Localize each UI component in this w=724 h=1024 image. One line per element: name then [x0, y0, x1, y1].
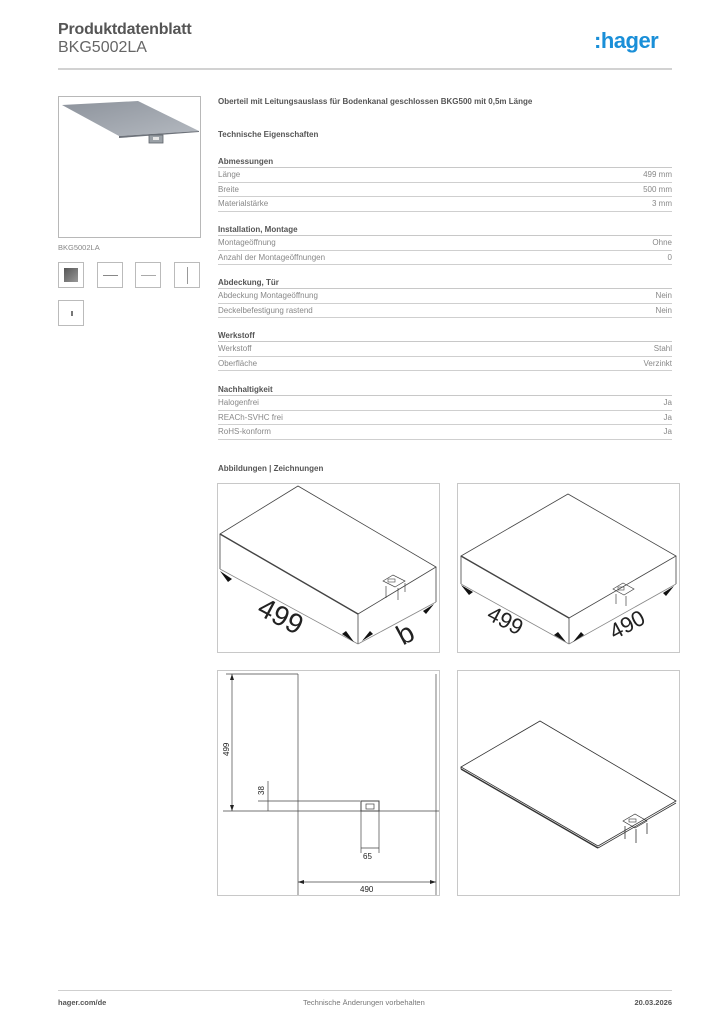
footer-notice: Technische Änderungen vorbehalten [303, 998, 425, 1007]
section-title: Abdeckung, Tür [218, 276, 672, 289]
table-row [218, 357, 672, 372]
table-row [218, 168, 672, 183]
product-image [58, 96, 201, 238]
row-value: Nein [655, 305, 672, 315]
row-label: REACh-SVHC frei [218, 412, 283, 422]
table-row [218, 396, 672, 411]
row-label: RoHS-konform [218, 427, 271, 436]
row-value: Ja [663, 398, 672, 407]
row-value: 500 mm [643, 184, 672, 194]
thumbnail-photo[interactable] [58, 262, 84, 288]
table-row [218, 197, 672, 212]
svg-text:499: 499 [252, 591, 309, 641]
row-value: 3 mm [652, 199, 672, 208]
isometric-box-drawing-icon [458, 484, 679, 652]
plan-dimension-drawing-icon [218, 671, 439, 895]
hager-logo: :hager [594, 28, 659, 53]
row-value: Verzinkt [643, 358, 672, 368]
header-divider [58, 68, 672, 70]
section-title: Nachhaltigkeit [218, 383, 672, 396]
row-label: Breite [218, 184, 239, 194]
row-label: Länge [218, 170, 241, 179]
drawing-isometric-2 [457, 483, 680, 653]
drawings-heading: Abbildungen | Zeichnungen [218, 464, 324, 473]
drawing-plan-view [217, 670, 440, 896]
isometric-box-drawing-icon [218, 484, 439, 652]
footer-date: 20.03.2026 [634, 998, 672, 1007]
svg-text:499: 499 [483, 600, 528, 641]
table-row [218, 183, 672, 198]
table-row [218, 304, 672, 319]
table-row [218, 342, 672, 357]
section-dimensions [218, 155, 672, 212]
thumbnail-drawing-3[interactable] [174, 262, 200, 288]
table-row [218, 425, 672, 440]
row-label: Deckelbefestigung rastend [218, 305, 313, 315]
product-image-caption: BKG5002LA [58, 243, 100, 252]
website-link[interactable]: hager.com/de [58, 998, 107, 1007]
row-label: Werkstoff [218, 344, 252, 353]
drawing-isometric-1 [217, 483, 440, 653]
row-value: Nein [655, 291, 672, 300]
svg-text:38: 38 [257, 786, 266, 795]
plate-isometric-drawing-icon [458, 671, 679, 895]
thumbnail-drawing-1[interactable] [97, 262, 123, 288]
product-description: Oberteil mit Leitungsauslass für Bodenkanal geschlossen BKG500 mit 0,5m Länge [218, 97, 533, 106]
row-value: 499 mm [643, 170, 672, 179]
photo-icon [64, 268, 78, 282]
row-value: Ja [663, 412, 672, 422]
section-cover [218, 276, 672, 318]
row-label: Materialstärke [218, 199, 269, 208]
table-row [218, 289, 672, 304]
svg-text:499: 499 [222, 742, 231, 756]
section-title: Werkstoff [218, 329, 672, 342]
product-photo-icon [59, 97, 200, 237]
row-label: Halogenfrei [218, 398, 259, 407]
table-row [218, 411, 672, 426]
table-row [218, 236, 672, 251]
document-title: Produktdatenblatt [58, 21, 192, 38]
row-value: 0 [667, 252, 672, 262]
row-label: Oberfläche [218, 358, 258, 368]
section-installation [218, 223, 672, 265]
svg-text:490: 490 [360, 885, 374, 894]
row-value: Ohne [652, 238, 672, 247]
thumbnail-drawing-2[interactable] [135, 262, 161, 288]
table-row [218, 251, 672, 266]
line-icon [103, 275, 118, 276]
line-icon [71, 311, 73, 316]
product-code: BKG5002LA [58, 39, 147, 56]
line-icon [141, 275, 156, 276]
row-value: Stahl [653, 344, 672, 353]
section-title: Abmessungen [218, 155, 672, 168]
svg-text:65: 65 [363, 852, 372, 861]
technical-heading: Technische Eigenschaften [218, 130, 319, 139]
drawing-plate-isometric [457, 670, 680, 896]
section-sustainability [218, 383, 672, 440]
row-label: Abdeckung Montageöffnung [218, 291, 318, 300]
svg-text:490: 490 [605, 604, 650, 645]
row-label: Montageöffnung [218, 238, 276, 247]
footer-divider [58, 990, 672, 991]
section-material [218, 329, 672, 371]
line-icon [187, 267, 188, 284]
row-value: Ja [663, 427, 672, 436]
svg-text:b: b [391, 616, 420, 652]
section-title: Installation, Montage [218, 223, 672, 236]
row-label: Anzahl der Montageöffnungen [218, 252, 326, 262]
thumbnail-drawing-4[interactable] [58, 300, 84, 326]
